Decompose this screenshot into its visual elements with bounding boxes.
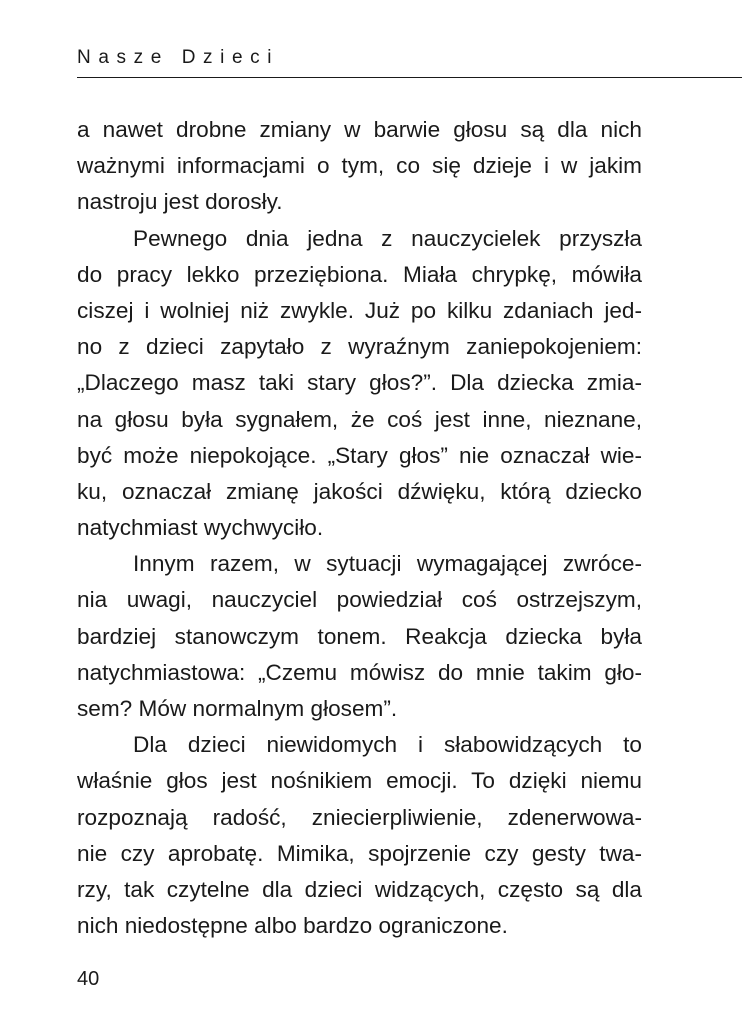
text-line: rozpoznają radość, zniecierpliwienie, zdenerwowa-	[77, 804, 642, 830]
text-line: właśnie głos jest nośnikiem emocji. To dzięki niemu	[77, 768, 642, 794]
text-line: natychmiast wychwyciło.	[77, 515, 324, 541]
body-text	[77, 112, 642, 944]
text-line: nastroju jest dorosły.	[77, 189, 283, 215]
text-line: rzy, tak czytelne dla dzieci widzących, często są dla	[77, 876, 642, 902]
text-line: Pewnego dnia jedna z nauczycielek przyszła	[133, 225, 642, 251]
text-line: być może niepokojące. „Stary głos” nie oznaczał wie-	[77, 442, 642, 468]
header-rule	[77, 77, 742, 78]
text-line: ku, oznaczał zmianę jakości dźwięku, którą dziecko	[77, 478, 642, 504]
running-header	[0, 0, 742, 80]
paragraph	[77, 546, 642, 727]
text-line: natychmiastowa: „Czemu mówisz do mnie takim gło-	[77, 659, 642, 685]
text-line: nia uwagi, nauczyciel powiedział coś ostrzejszym,	[77, 587, 642, 613]
text-line: ciszej i wolniej niż zwykle. Już po kilku zdaniach jed-	[77, 297, 642, 323]
text-line: nich niedostępne albo bardzo ograniczone.	[77, 913, 508, 939]
text-line: Dla dzieci niewidomych i słabowidzących to	[133, 732, 642, 758]
text-line: a nawet drobne zmiany w barwie głosu są dla nich	[77, 117, 642, 142]
paragraph	[77, 112, 642, 221]
text-line: „Dlaczego masz taki stary głos?”. Dla dziecka zmia-	[77, 370, 642, 396]
text-line: ważnymi informacjami o tym, co się dzieje i w jakim	[77, 153, 642, 179]
paragraph	[77, 727, 642, 944]
text-line: no z dzieci zapytało z wyraźnym zaniepokojeniem:	[77, 334, 642, 360]
text-line: Innym razem, w sytuacji wymagającej zwróce-	[133, 551, 642, 577]
text-line: nie czy aprobatę. Mimika, spojrzenie czy gesty twa-	[77, 840, 642, 866]
text-line: bardziej stanowczym tonem. Reakcja dziecka była	[77, 623, 642, 649]
text-line: na głosu była sygnałem, że coś jest inne, nieznane,	[77, 406, 642, 432]
text-line: sem? Mów normalnym głosem”.	[77, 696, 398, 721]
text-line: do pracy lekko przeziębiona. Miała chrypkę, mówiła	[77, 261, 642, 287]
paragraph	[77, 221, 642, 547]
page-number: 40	[77, 968, 100, 990]
running-header-title: Nasze Dzieci	[77, 47, 280, 68]
